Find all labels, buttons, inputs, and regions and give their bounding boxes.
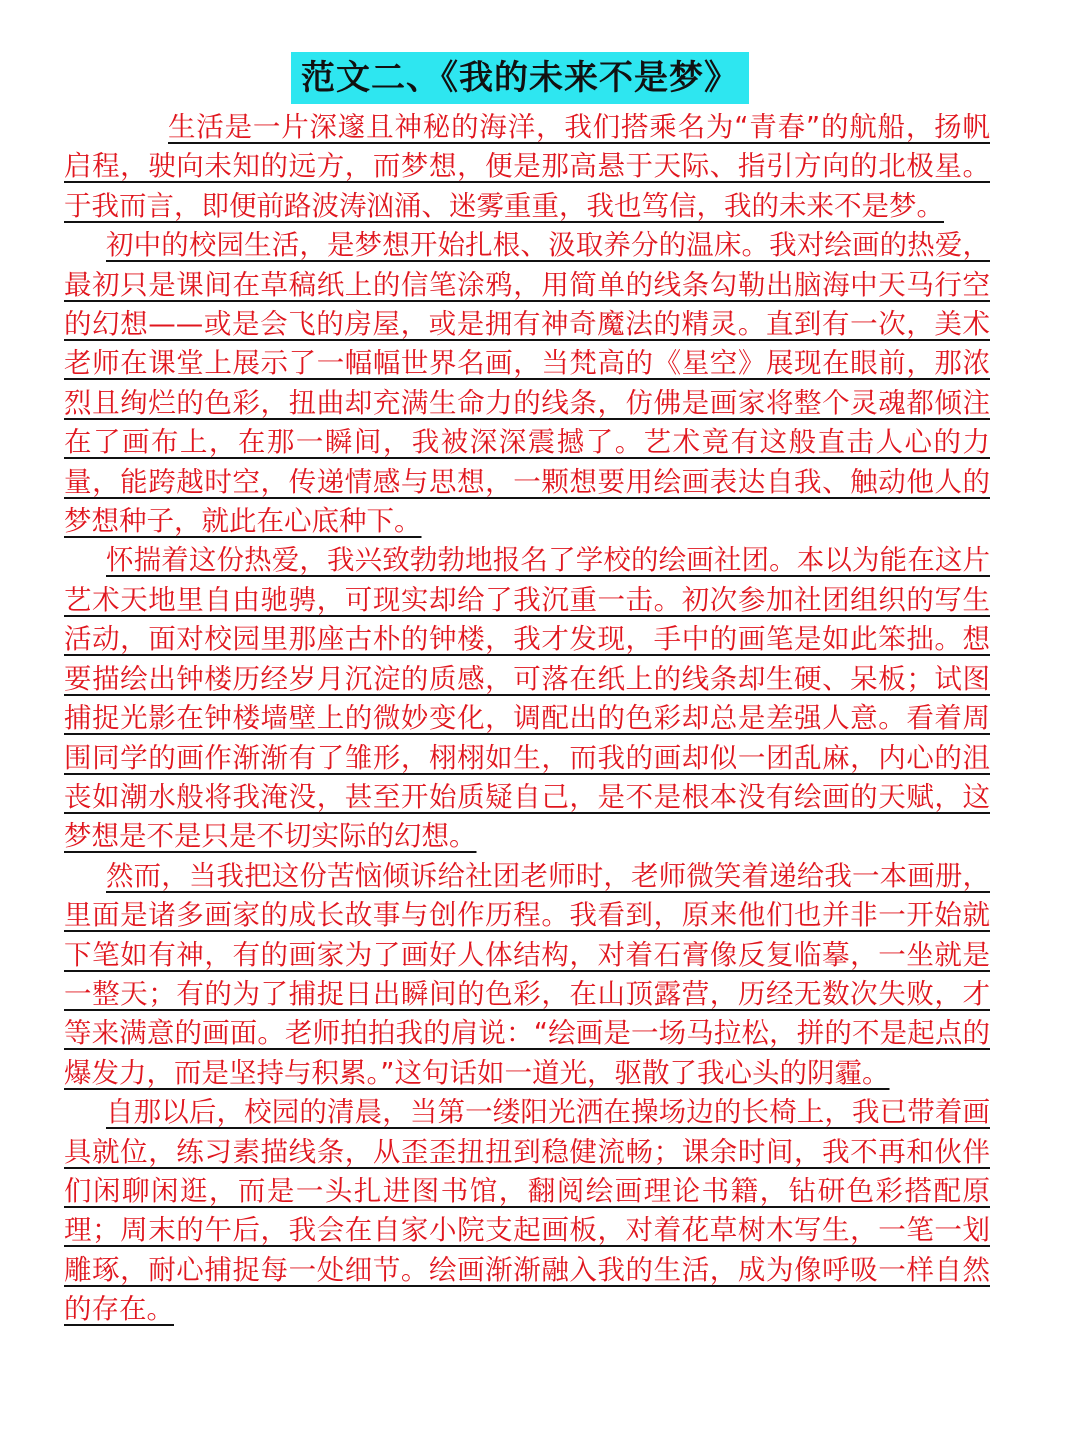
paragraph-encouragement: 然而，当我把这份苦恼倾诉给社团老师时，老师微笑着递给我一本画册，里面是诸多画家的成长故事与创作历程。我看到，原来他们也并非一开始就下笔如有神，有的画家为了画好人体结构，对着石膏像反复临摹，一坐就是一整天；有的为了捕捉日出瞬间的色彩，在山顶露营，历经无数次失败，才等来满意的画面。老师拍拍我的肩说：“绘画是一场马拉松，拼的不是起点的爆发力，而是坚持与积累。”这句话如一道光，驱散了我心头的阴霾。 <box>64 859 990 1089</box>
paragraph-practice: 自那以后，校园的清晨，当第一缕阳光洒在操场边的长椅上，我已带着画具就位，练习素描线条，从歪歪扭扭到稳健流畅；课余时间，我不再和伙伴们闲聊闲逛，而是一头扎进图书馆，翻阅绘画理论书籍，钻研色彩搭配原理；周末的午后，我会在自家小院支起画板，对着花草树木写生，一笔一划雕琢，耐心捕捉每一处细节。绘画渐渐融入我的生活，成为像呼吸一样自然的存在。 <box>64 1096 990 1326</box>
essay-body <box>64 108 990 1330</box>
paragraph-intro: 生活是一片深邃且神秘的海洋，我们搭乘名为“青春”的航船，扬帆启程，驶向未知的远方，而梦想，便是那高悬于天际、指引方向的北极星。于我而言，即便前路波涛汹涌、迷雾重重，我也笃信，我的未来不是梦。 <box>64 111 990 222</box>
paragraph-setback: 怀揣着这份热爱，我兴致勃勃地报名了学校的绘画社团。本以为能在这片艺术天地里自由驰骋，可现实却给了我沉重一击。初次参加社团组织的写生活动，面对校园里那座古朴的钟楼，我才发现，手中的画笔是如此笨拙。想要描绘出钟楼历经岁月沉淀的质感，可落在纸上的线条却生硬、呆板；试图捕捉光影在钟楼墙壁上的微妙变化，调配出的色彩却总是差强人意。看着周围同学的画作渐渐有了雏形，栩栩如生，而我的画却似一团乱麻，内心的沮丧如潮水般将我淹没，甚至开始质疑自己，是不是根本没有绘画的天赋，这梦想是不是只是不切实际的幻想。 <box>64 544 990 853</box>
essay-title: 范文二、《我的未来不是梦》 <box>291 52 749 104</box>
title-row <box>0 52 1080 104</box>
paragraph-dream-origin: 初中的校园生活，是梦想开始扎根、汲取养分的温床。我对绘画的热爱，最初只是课间在草稿纸上的信笔涂鸦，用简单的线条勾勒出脑海中天马行空的幻想——或是会飞的房屋，或是拥有神奇魔法的精灵。直到有一次，美术老师在课堂上展示了一幅幅世界名画，当梵高的《星空》展现在眼前，那浓烈且绚烂的色彩，扭曲却充满生命力的线条，仿佛是画家将整个灵魂都倾注在了画布上，在那一瞬间，我被深深震撼了。艺术竟有这般直击人心的力量，能跨越时空，传递情感与思想，一颗想要用绘画表达自我、触动他人的梦想种子，就此在心底种下。 <box>64 229 990 538</box>
